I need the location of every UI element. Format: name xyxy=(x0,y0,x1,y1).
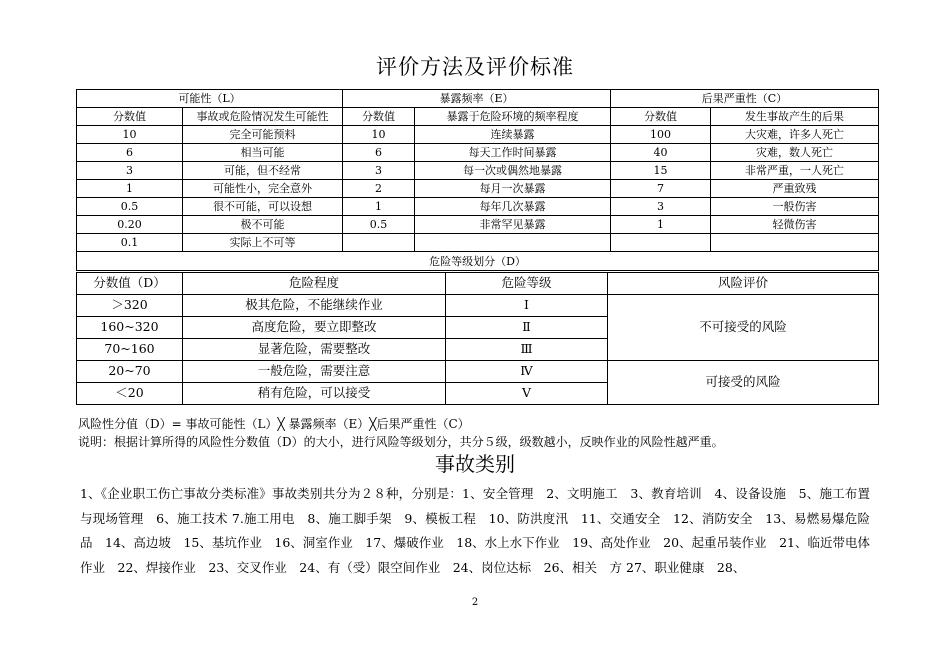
table-cell: 0.20 xyxy=(77,216,183,234)
subheader-cell: 发生事故产生的后果 xyxy=(711,108,879,126)
table-cell: 1 xyxy=(611,216,711,234)
group-consequence: 后果严重性（C） xyxy=(611,90,879,108)
table-row xyxy=(77,234,879,252)
table-cell: 6 xyxy=(77,144,183,162)
table-cell: 大灾难，许多人死亡 xyxy=(711,126,879,144)
subheader-cell: 分数值 xyxy=(77,108,183,126)
table-cell: Ⅲ xyxy=(446,339,608,361)
table-cell: 一般危险，需要注意 xyxy=(183,361,446,383)
section-heading: 事故类别 xyxy=(435,452,515,476)
notes-block xyxy=(78,415,724,451)
header-evaluation: 风险评价 xyxy=(608,273,879,295)
table-cell: 极其危险，不能继续作业 xyxy=(183,295,446,317)
table-cell xyxy=(611,234,711,252)
table-cell xyxy=(415,234,611,252)
risk-grade-table xyxy=(76,272,879,405)
table-cell: 实际上不可等 xyxy=(183,234,343,252)
table-cell: 高度危险，要立即整改 xyxy=(183,317,446,339)
table-row xyxy=(77,198,879,216)
table-row xyxy=(77,295,879,317)
evaluation-acceptable: 可接受的风险 xyxy=(608,361,879,405)
table-row xyxy=(77,361,879,383)
table-cell: 2 xyxy=(343,180,415,198)
table-row xyxy=(77,180,879,198)
table-cell: 3 xyxy=(77,162,183,180)
subheader-cell: 事故或危险情况发生可能性 xyxy=(183,108,343,126)
table-row xyxy=(77,216,879,234)
risk-grade-title-row xyxy=(77,252,879,271)
table-cell: 40 xyxy=(611,144,711,162)
risk-header-row xyxy=(77,273,879,295)
table-row xyxy=(77,144,879,162)
table-cell: 160~320 xyxy=(77,317,183,339)
table-cell: 100 xyxy=(611,126,711,144)
accident-categories-paragraph: 1、《企业职工伤亡事故分类标准》事故类别共分为２８种，分别是：1、安全管理 2、文明施工 3、教育培训 4、设备设施 5、施工布置与现场管理 6、施工技术 7.施工用电 8、施工脚手架 9、模板工程 10、防洪度汛 11、交通安全 12、消防安全 13、易燃易爆危险品 14、高边坡 15、基坑作业 16、洞室作业 17、爆破作业 18、水上水下作业 19、高处作业 20、起重吊装作业 21、临近带电体作业 22、焊接作业 23、交叉作业 24、有（受）限空间作业 24、岗位达标 26、相关 方 27、职业健康 28、 xyxy=(80,486,870,575)
header-degree: 危险程度 xyxy=(183,273,446,295)
table-cell: 非常罕见暴露 xyxy=(415,216,611,234)
subheader-row xyxy=(77,108,879,126)
page-title: 评价方法及评价标准 xyxy=(376,55,574,79)
page-number: 2 xyxy=(471,597,479,608)
table-cell: Ⅱ xyxy=(446,317,608,339)
table-cell: ＞320 xyxy=(77,295,183,317)
table-cell: 0.5 xyxy=(343,216,415,234)
table-cell: 极不可能 xyxy=(183,216,343,234)
table-cell: 灾难，数人死亡 xyxy=(711,144,879,162)
subheader-cell: 分数值 xyxy=(343,108,415,126)
table-cell: Ⅴ xyxy=(446,383,608,405)
table-cell xyxy=(343,234,415,252)
table-cell: 1 xyxy=(77,180,183,198)
risk-grade-title: 危险等级划分（D） xyxy=(77,252,879,271)
table-cell: 连续暴露 xyxy=(415,126,611,144)
header-score: 分数值（D） xyxy=(77,273,183,295)
table-cell: Ⅰ xyxy=(446,295,608,317)
table-cell: 非常严重，一人死亡 xyxy=(711,162,879,180)
table-row xyxy=(77,162,879,180)
table-cell: 0.1 xyxy=(77,234,183,252)
table-cell: 10 xyxy=(77,126,183,144)
subheader-cell: 暴露于危险环境的频率程度 xyxy=(415,108,611,126)
table-cell: 20~70 xyxy=(77,361,183,383)
table-cell: Ⅳ xyxy=(446,361,608,383)
table-cell: 一般伤害 xyxy=(711,198,879,216)
table-cell xyxy=(711,234,879,252)
header-grade: 危险等级 xyxy=(446,273,608,295)
table-cell: 显著危险，需要整改 xyxy=(183,339,446,361)
table-cell: 可能性小，完全意外 xyxy=(183,180,343,198)
table-cell: 严重致残 xyxy=(711,180,879,198)
table-cell: 3 xyxy=(611,198,711,216)
table-cell: 很不可能，可以设想 xyxy=(183,198,343,216)
table-cell: 每一次或偶然地暴露 xyxy=(415,162,611,180)
risk-explanation: 说明：根据计算所得的风险性分数值（D）的大小，进行风险等级划分，共分５级，级数越小，反映作业的风险性越严重。 xyxy=(78,435,724,449)
table-cell: 10 xyxy=(343,126,415,144)
table-cell: 70~160 xyxy=(77,339,183,361)
table-cell: 轻微伤害 xyxy=(711,216,879,234)
table-cell: 1 xyxy=(343,198,415,216)
evaluation-unacceptable: 不可接受的风险 xyxy=(608,295,879,361)
table-cell: 相当可能 xyxy=(183,144,343,162)
table-cell: 每天工作时间暴露 xyxy=(415,144,611,162)
table-cell: 稍有危险，可以接受 xyxy=(183,383,446,405)
table-cell: 7 xyxy=(611,180,711,198)
lec-criteria-table xyxy=(76,89,879,271)
table-cell: 可能，但不经常 xyxy=(183,162,343,180)
table-row xyxy=(77,126,879,144)
table-cell: 0.5 xyxy=(77,198,183,216)
table-cell: 每年几次暴露 xyxy=(415,198,611,216)
group-likelihood: 可能性（L） xyxy=(77,90,343,108)
table-cell: 15 xyxy=(611,162,711,180)
subheader-cell: 分数值 xyxy=(611,108,711,126)
group-exposure: 暴露频率（E） xyxy=(343,90,611,108)
table-cell: 3 xyxy=(343,162,415,180)
table-cell: ＜20 xyxy=(77,383,183,405)
table-cell: 每月一次暴露 xyxy=(415,180,611,198)
risk-formula: 风险性分值（D）= 事故可能性（L）╳ 暴露频率（E）╳后果严重性（C） xyxy=(78,417,470,431)
group-header-row xyxy=(77,90,879,108)
table-cell: 6 xyxy=(343,144,415,162)
table-cell: 完全可能预料 xyxy=(183,126,343,144)
